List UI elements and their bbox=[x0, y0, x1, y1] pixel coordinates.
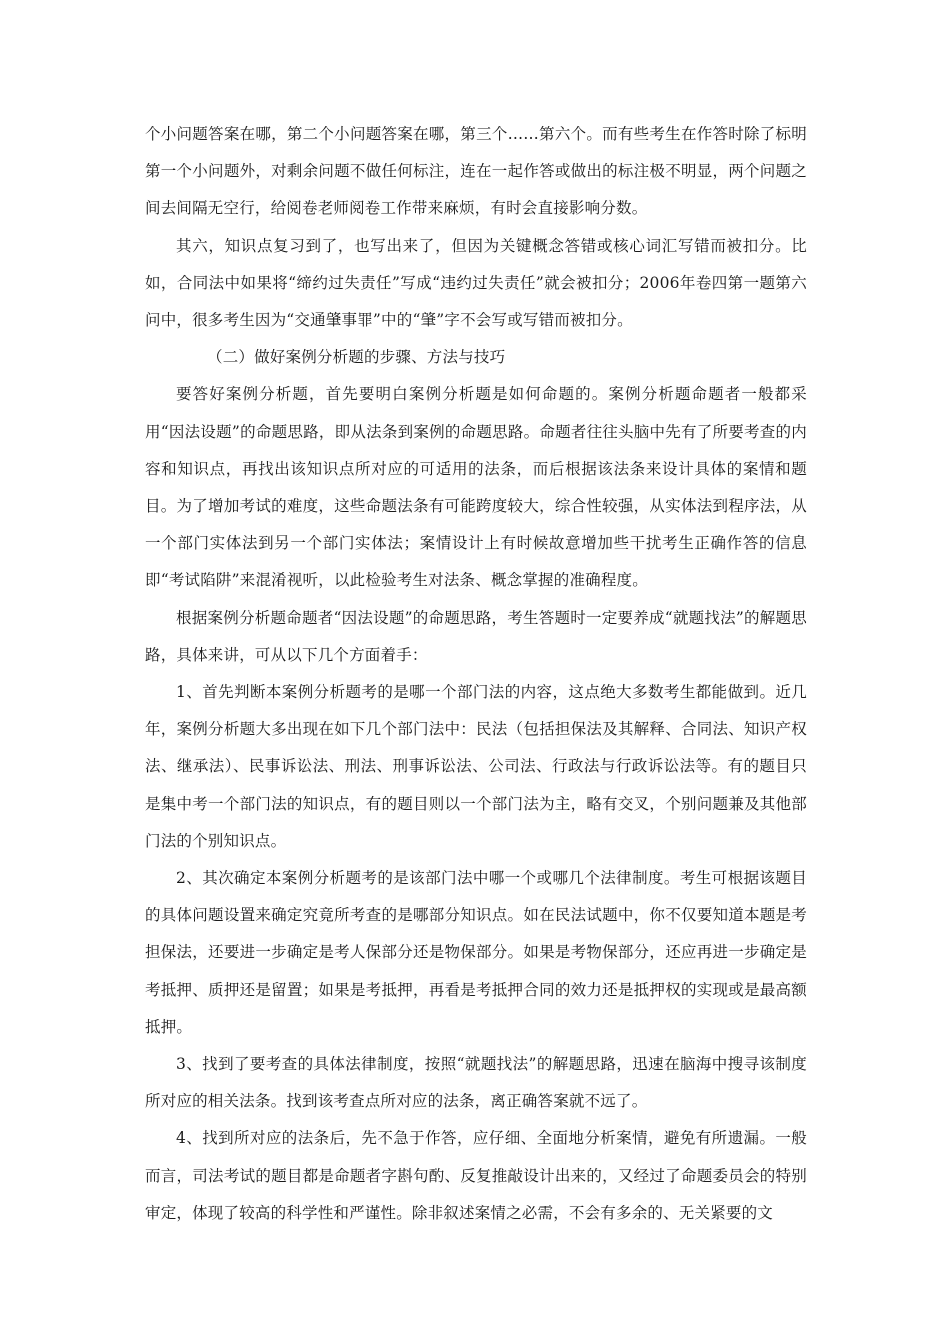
paragraph-point-six: 其六，知识点复习到了，也写出来了，但因为关键概念答错或核心词汇写错而被扣分。比如，合同法中如果将“缔约过失责任”写成“违约过失责任”就会被扣分；2006年卷四第一题第六问中，很多考生因为“交通肇事罪”中的“肇”字不会写或写错而被扣分。 bbox=[145, 236, 807, 330]
section-heading: （二）做好案例分析题的步骤、方法与技巧 bbox=[207, 348, 506, 367]
paragraph-step-1: 1、首先判断本案例分析题考的是哪一个部门法的内容，这点绝大多数考生都能做到。近几年，案例分析题大多出现在如下几个部门法中：民法（包括担保法及其解释、合同法、知识产权法、继承法）、民事诉讼法、刑法、刑事诉讼法、公司法、行政法与行政诉讼法等。有的题目只是集中考一个部门法的知识点，有的题目则以一个部门法为主，略有交叉，个别问题兼及其他部门法的个别知识点。 bbox=[145, 683, 807, 850]
paragraph-step-2: 2、其次确定本案例分析题考的是该部门法中哪一个或哪几个法律制度。考生可根据该题目的具体问题设置来确定究竟所考查的是哪部分知识点。如在民法试题中，你不仅要知道本题是考担保法，还要进一步确定是考人保部分还是物保部分。如果是考物保部分，还应再进一步确定是考抵押、质押还是留置；如果是考抵押，再看是考抵押合同的效力还是抵押权的实现或是最高额抵押。 bbox=[145, 869, 807, 1036]
document-body bbox=[145, 116, 807, 1232]
paragraph-step-4: 4、找到所对应的法条后，先不急于作答，应仔细、全面地分析案情，避免有所遗漏。一般而言，司法考试的题目都是命题者字斟句酌、反复推敲设计出来的，又经过了命题委员会的特别审定，体现了较高的科学性和严谨性。除非叙述案情之必需，不会有多余的、无关紧要的文 bbox=[145, 1129, 807, 1222]
paragraph-continuation: 个小问题答案在哪，第二个小问题答案在哪，第三个……第六个。而有些考生在作答时除了标明第一个小问题外，对剩余问题不做任何标注，连在一起作答或做出的标注极不明显，两个问题之间去间隔无空行，给阅卷老师阅卷工作带来麻烦，有时会直接影响分数。 bbox=[145, 125, 807, 218]
paragraph-step-3: 3、找到了要考查的具体法律制度，按照“就题找法”的解题思路，迅速在脑海中搜寻该制度所对应的相关法条。找到该考查点所对应的法条，离正确答案就不远了。 bbox=[145, 1055, 807, 1111]
paragraph-approach: 根据案例分析题命题者“因法设题”的命题思路，考生答题时一定要养成“就题找法”的解题思路，具体来讲，可从以下几个方面着手： bbox=[145, 608, 807, 664]
paragraph-intro: 要答好案例分析题，首先要明白案例分析题是如何命题的。案例分析题命题者一般都采用“因法设题”的命题思路，即从法条到案例的命题思路。命题者往往头脑中先有了所要考查的内容和知识点，再找出该知识点所对应的可适用的法条，而后根据该法条来设计具体的案情和题目。为了增加考试的难度，这些命题法条有可能跨度较大，综合性较强，从实体法到程序法，从一个部门实体法到另一个部门实体法；案情设计上有时候故意增加些干扰考生正确作答的信息即“考试陷阱”来混淆视听，以此检验考生对法条、概念掌握的准确程度。 bbox=[145, 385, 807, 590]
